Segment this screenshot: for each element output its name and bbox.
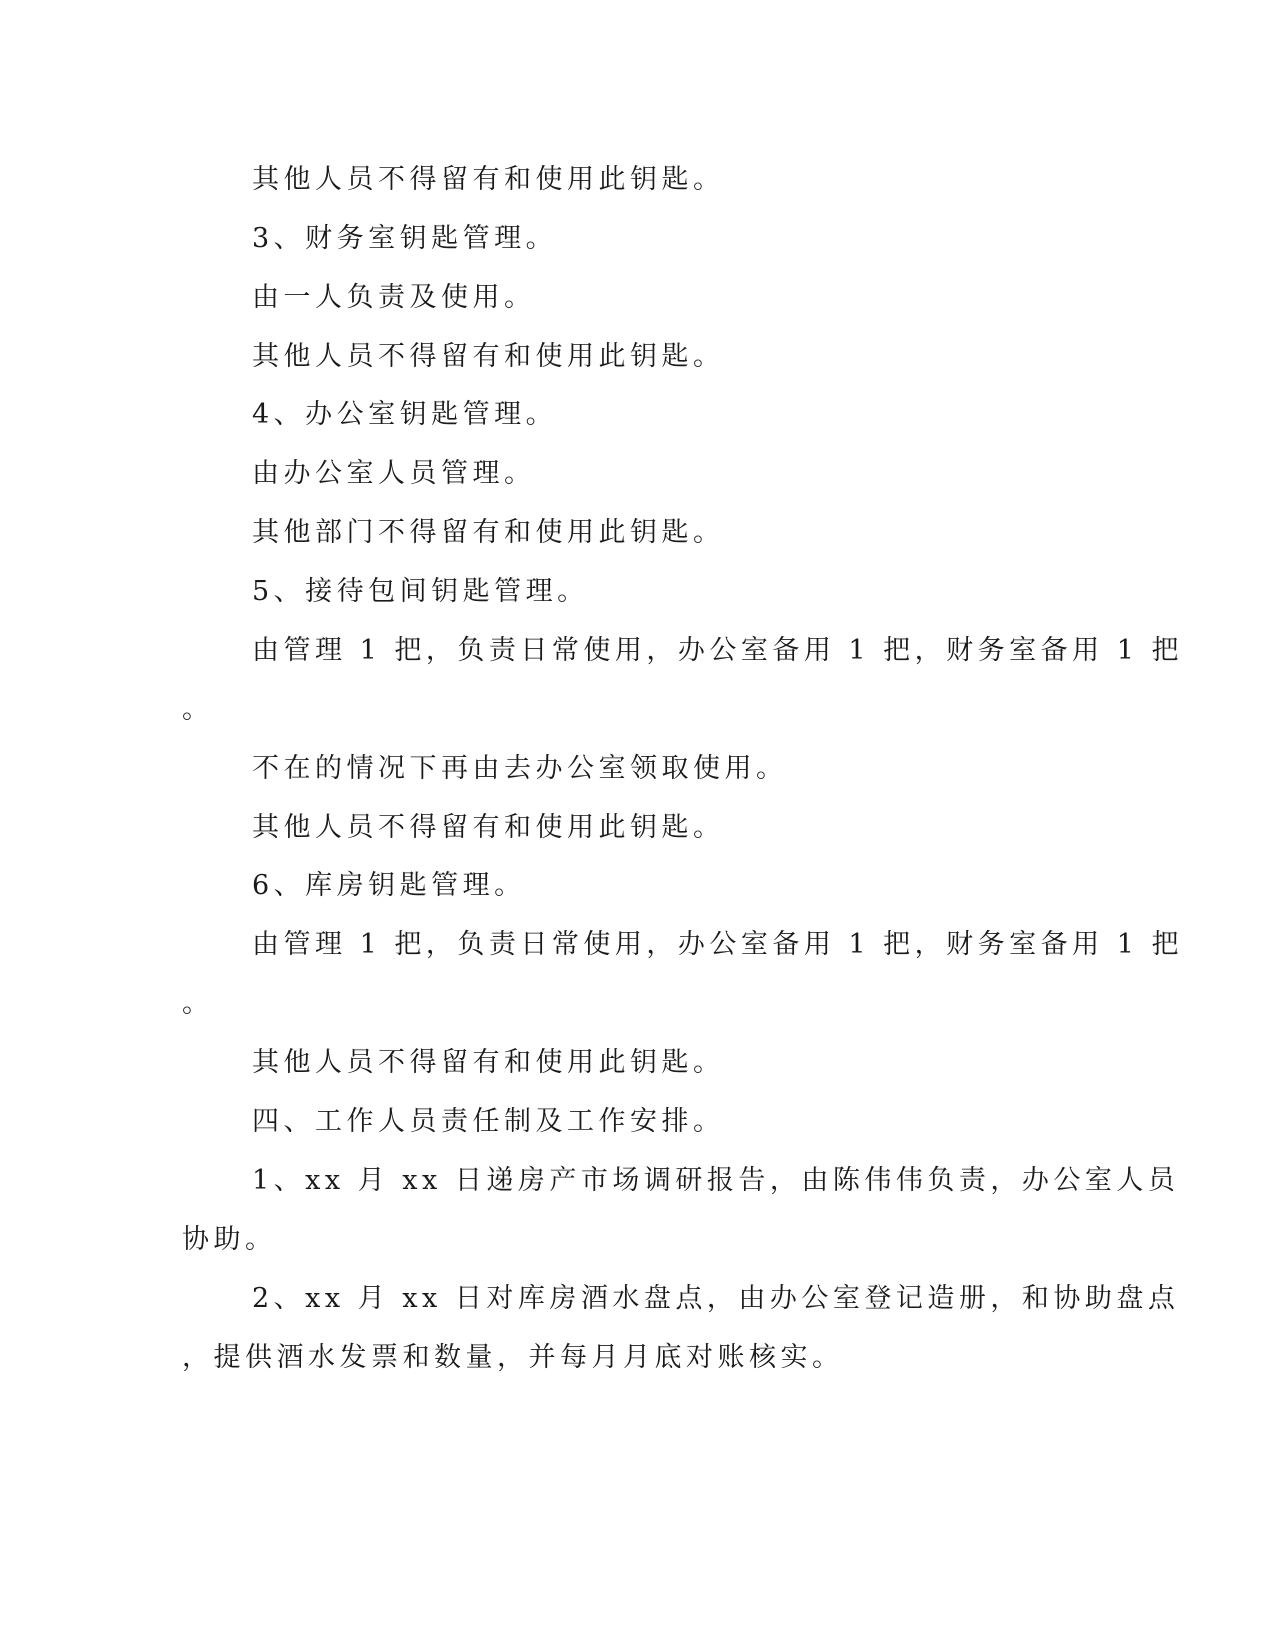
paragraph-line: 由办公室人员管理。 bbox=[252, 458, 536, 489]
section-heading: 6、库房钥匙管理。 bbox=[252, 870, 526, 901]
section-heading: 四、工作人员责任制及工作安排。 bbox=[252, 1106, 725, 1137]
paragraph-line: 不在的情况下再由去办公室领取使用。 bbox=[252, 753, 788, 784]
paragraph-line-continuation: ，提供酒水发票和数量，并每月月底对账核实。 bbox=[182, 1342, 844, 1373]
paragraph-line: 由一人负责及使用。 bbox=[252, 282, 536, 313]
paragraph-line: 由管理 1 把，负责日常使用，办公室备用 1 把，财务室备用 1 把 bbox=[252, 929, 1184, 960]
paragraph-line-continuation: 。 bbox=[182, 988, 214, 1019]
section-heading: 3、财务室钥匙管理。 bbox=[252, 223, 558, 254]
paragraph-line: 2、xx 月 xx 日对库房酒水盘点，由办公室登记造册，和协助盘点 bbox=[252, 1283, 1180, 1314]
paragraph-line: 由管理 1 把，负责日常使用，办公室备用 1 把，财务室备用 1 把 bbox=[252, 635, 1184, 666]
paragraph-line: 其他人员不得留有和使用此钥匙。 bbox=[252, 1047, 725, 1078]
paragraph-line: 其他人员不得留有和使用此钥匙。 bbox=[252, 812, 725, 843]
paragraph-line: 其他人员不得留有和使用此钥匙。 bbox=[252, 164, 725, 195]
paragraph-line-continuation: 。 bbox=[182, 694, 214, 725]
paragraph-line: 1、xx 月 xx 日递房产市场调研报告，由陈伟伟负责，办公室人员 bbox=[252, 1165, 1180, 1196]
paragraph-line-continuation: 协助。 bbox=[182, 1224, 277, 1255]
paragraph-line: 其他人员不得留有和使用此钥匙。 bbox=[252, 341, 725, 372]
paragraph-line: 其他部门不得留有和使用此钥匙。 bbox=[252, 517, 725, 548]
section-heading: 5、接待包间钥匙管理。 bbox=[252, 576, 589, 607]
section-heading: 4、办公室钥匙管理。 bbox=[252, 399, 558, 430]
